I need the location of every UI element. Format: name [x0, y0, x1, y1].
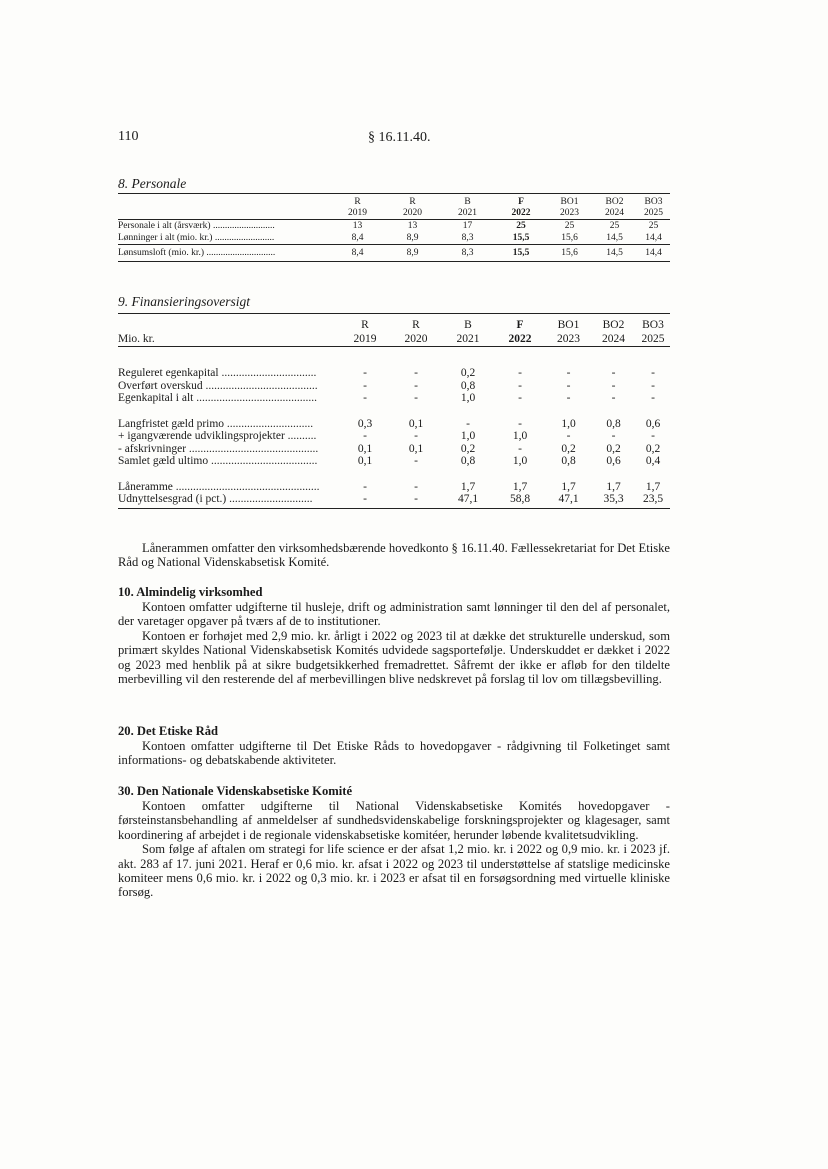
row-label: Udnyttelsesgrad (i pct.) ............................. — [118, 493, 340, 508]
cell-value: 0,8 — [606, 417, 621, 430]
cell-value: 0,3 — [357, 417, 373, 430]
paragraph: Kontoen omfatter udgifterne til Det Etiske Råds to hovedopgaver - rådgivning til Folketinget samt informations- og debatskabende aktiviteter. — [118, 739, 670, 768]
row-label: Overført overskud ....................................... — [118, 379, 318, 392]
col-header: BO2 2024 — [602, 319, 625, 345]
row-label: Låneramme .................................................. — [118, 480, 320, 493]
col-header: BO2 2024 — [605, 197, 624, 218]
personale-title: 8. Personale — [118, 176, 187, 191]
cell-value: 0,1 — [357, 455, 373, 467]
heading-20: 20. Det Etiske Råd — [118, 724, 219, 738]
cell-value: 1,0 — [561, 417, 576, 430]
cell-value: 15,6 — [547, 245, 592, 262]
cell-value: 8,4 — [351, 233, 364, 243]
personale-row — [118, 245, 670, 262]
cell-value: 14,5 — [606, 233, 623, 243]
cell-value: 17 — [440, 220, 495, 233]
cell-value: - — [414, 480, 418, 493]
cell-value: - — [651, 430, 655, 442]
col-header: F 2022 — [508, 319, 532, 345]
col-header: R 2019 — [353, 319, 377, 345]
personale-row — [118, 232, 670, 245]
row-label: Langfristet gæld primo .............................. — [118, 417, 314, 430]
cell-value: - — [494, 347, 546, 380]
cell-value: 0,4 — [645, 455, 661, 467]
cell-value: - — [651, 392, 655, 404]
cell-value: 0,2 — [460, 442, 476, 455]
col-header: BO1 2023 — [557, 319, 580, 345]
cell-value: - — [636, 347, 670, 380]
unit-label: Mio. kr. — [118, 333, 155, 345]
cell-value: 13 — [330, 220, 385, 233]
section-30-text — [118, 799, 670, 900]
cell-value: - — [390, 493, 442, 508]
cell-value: - — [611, 430, 616, 442]
personale-header-row — [118, 197, 670, 220]
paragraph: Som følge af aftalen om strategi for life science er der afsat 1,2 mio. kr. i 2022 og 0,9 mio. kr. i 2023 jf. akt. 283 af 17. juni 2021. Heraf er 0,6 mio. kr. afsat i 2022 og 2023 til understøttelse af statslige medicinske komiteer mens 0,6 mio. kr. i 2022 og 0,3 mio. kr. i 2023 er afsat til en forsøgsordning med virtuelle kliniske forsøg. — [118, 842, 670, 900]
cell-value: 0,1 — [408, 417, 424, 430]
cell-value: 0,1 — [408, 442, 424, 455]
col-header: BO3 2025 — [644, 197, 663, 218]
cell-value: - — [611, 379, 616, 392]
finansiering-top-rule — [118, 313, 670, 314]
cell-value: - — [414, 455, 418, 467]
cell-value: 1,7 — [606, 480, 621, 493]
col-header: B 2021 — [458, 197, 477, 218]
cell-value: - — [518, 442, 522, 455]
cell-value: 1,7 — [460, 480, 476, 493]
cell-value: 25 — [547, 220, 592, 233]
cell-value: 8,3 — [461, 233, 474, 243]
row-label: - afskrivninger ............................................. — [118, 442, 319, 455]
personale-row — [118, 220, 670, 233]
cell-value: - — [566, 430, 571, 442]
cell-value: 8,4 — [330, 245, 385, 262]
row-label: Samlet gæld ultimo ..................................... — [118, 455, 318, 467]
paragraph: Kontoen omfatter udgifterne til husleje, drift og administration samt lønninger til den del af personalet, der varetager opgaver på tværs af de to institutioner. — [118, 600, 670, 629]
finansiering-row — [118, 493, 670, 508]
col-header: R 2019 — [348, 197, 367, 218]
cell-value: - — [414, 392, 418, 404]
cell-value: - — [466, 417, 470, 430]
paragraph: Kontoen omfatter udgifterne til National Videnskabsetiske Komités hovedopgaver - førsteinstansbehandling af anmeldelser af sundhedsvidenskabelige forskningsprojekter og klagesager, samt koordinering af arbejdet i de regionale videnskabsetiske komitéer, herunder løbende kvalitetsudvikling. — [118, 799, 670, 842]
finansiering-title: 9. Finansieringsoversigt — [118, 294, 250, 309]
cell-value: 1,0 — [460, 392, 476, 404]
heading-10: 10. Almindelig virksomhed — [118, 585, 263, 599]
cell-value: 8,9 — [406, 233, 419, 243]
cell-value: 13 — [385, 220, 440, 233]
cell-value: 1,0 — [512, 430, 528, 442]
cell-value: 15,5 — [495, 245, 547, 262]
cell-value: - — [518, 379, 522, 392]
cell-value: - — [611, 392, 616, 404]
cell-value: - — [414, 430, 418, 442]
cell-value: 1,7 — [512, 480, 528, 493]
finansiering-row — [118, 468, 670, 494]
col-header: BO1 2023 — [560, 197, 579, 218]
finansiering-row — [118, 430, 670, 443]
col-header: R 2020 — [404, 319, 428, 345]
personale-table — [118, 197, 670, 262]
finansiering-row — [118, 455, 670, 468]
cell-value: 15,6 — [561, 233, 578, 243]
cell-value: - — [651, 379, 655, 392]
cell-value: - — [546, 347, 591, 380]
section-10-text — [118, 600, 670, 686]
cell-value: 1,0 — [460, 430, 476, 442]
col-header: B 2021 — [456, 319, 480, 345]
cell-value: 23,5 — [636, 493, 670, 508]
laaneramme-note: Lånerammen omfatter den virksomhedsbærende hovedkonto § 16.11.40. Fællessekretariat for Det Etiske Råd og National Videnskabsetisk Komité. — [118, 541, 670, 570]
cell-value: 0,6 — [606, 455, 621, 467]
cell-value: 47,1 — [442, 493, 494, 508]
row-label: + igangværende udviklingsprojekter .......... — [118, 430, 317, 442]
cell-value: - — [390, 347, 442, 380]
row-label: Reguleret egenkapital ................................. — [118, 347, 340, 380]
cell-value: - — [566, 392, 571, 404]
section-20-text — [118, 739, 670, 768]
cell-value: 1,7 — [645, 480, 661, 493]
row-label: Personale i alt (årsværk) .......................... — [118, 220, 330, 233]
personale-top-rule — [118, 193, 670, 194]
cell-value: - — [518, 392, 522, 404]
cell-value: 25 — [592, 220, 637, 233]
cell-value: 1,0 — [512, 455, 528, 467]
cell-value: 8,3 — [440, 245, 495, 262]
heading-30: 30. Den Nationale Videnskabsetiske Komité — [118, 784, 353, 798]
section-header: § 16.11.40. — [368, 130, 431, 145]
cell-value: 0,2 — [442, 347, 494, 380]
finansiering-row — [118, 405, 670, 431]
cell-value: 47,1 — [546, 493, 591, 508]
col-header: BO3 2025 — [641, 319, 665, 345]
cell-value: - — [591, 347, 636, 380]
cell-value: - — [363, 480, 367, 493]
row-label: Lønsumsloft (mio. kr.) ............................. — [118, 245, 330, 262]
cell-value: - — [518, 417, 522, 430]
cell-value: 0,8 — [460, 455, 476, 467]
cell-value: 0,6 — [645, 417, 661, 430]
cell-value: 14,4 — [645, 233, 662, 243]
cell-value: - — [340, 347, 390, 380]
cell-value: 0,1 — [357, 442, 373, 455]
finansiering-row — [118, 392, 670, 405]
cell-value: - — [414, 379, 418, 392]
finansiering-table — [118, 318, 670, 509]
cell-value: 0,2 — [606, 442, 621, 455]
cell-value: - — [566, 379, 571, 392]
cell-value: - — [340, 493, 390, 508]
page-number: 110 — [118, 129, 139, 144]
cell-value: 14,4 — [637, 245, 670, 262]
cell-value: 0,2 — [561, 442, 576, 455]
cell-value: 8,9 — [385, 245, 440, 262]
cell-value: 15,5 — [512, 233, 530, 243]
cell-value: 25 — [637, 220, 670, 233]
cell-value: 0,8 — [561, 455, 576, 467]
cell-value: - — [363, 430, 367, 442]
cell-value: 14,5 — [592, 245, 637, 262]
paragraph: Kontoen er forhøjet med 2,9 mio. kr. årligt i 2022 og 2023 til at dække det strukturelle underskud, som primært skyldes National Videnskabsetisk Komités udvidede sagsportefølje. Underskuddet er dækket i 2022 og 2023 med henblik på at sikre budgetsikkerhed fremadrettet. Såfremt der ikke er afløb for den tildelte merbevilling vil den resterende del af merbevillingen blive nedskrevet på forslag til lov om tillægsbevilling. — [118, 628, 670, 687]
row-label: Lønninger i alt (mio. kr.) ......................... — [118, 233, 275, 243]
cell-value: 1,7 — [561, 480, 576, 493]
cell-value: 0,8 — [460, 379, 476, 392]
cell-value: 25 — [495, 220, 547, 233]
finansiering-row — [118, 380, 670, 393]
finansiering-row — [118, 443, 670, 456]
cell-value: - — [363, 392, 367, 404]
col-header: R 2020 — [403, 197, 422, 218]
row-label: Egenkapital i alt .......................................... — [118, 392, 317, 404]
cell-value: 35,3 — [591, 493, 636, 508]
cell-value: - — [363, 379, 367, 392]
cell-value: 58,8 — [494, 493, 546, 508]
finansiering-header-row — [118, 318, 670, 347]
finansiering-row — [118, 347, 670, 380]
col-header: F 2022 — [511, 197, 531, 218]
cell-value: 0,2 — [645, 442, 661, 455]
